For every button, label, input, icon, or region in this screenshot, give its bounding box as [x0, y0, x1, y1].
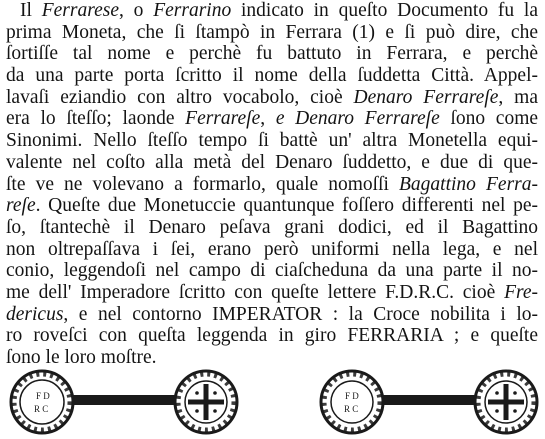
- text-run: lavaſi eziandio con altro vocabolo, cioè: [6, 86, 354, 108]
- italic-text-run: Ferrarese: [41, 0, 119, 21]
- coin-obverse: [11, 371, 73, 433]
- text-run: prima Moneta, che ſi ſtampò in Ferrara (1) e ſi può dire, che: [6, 21, 538, 43]
- coin-illustration-bagattino: [318, 368, 540, 436]
- italic-text-run: Ferrarino: [153, 0, 232, 21]
- text-line: [6, 65, 538, 87]
- text-line: [6, 108, 538, 130]
- document-paragraph: [6, 0, 538, 369]
- italic-text-run: Denaro Ferrareſe: [353, 86, 499, 108]
- text-run: ,: [260, 108, 276, 130]
- italic-text-run: Fre-: [504, 281, 538, 303]
- text-run: Il: [20, 0, 42, 21]
- coin-illustration-ferrarese: [8, 368, 240, 436]
- text-run: ro roveſci con queſta leggenda in giro FERRARIA ; e queſte: [6, 325, 538, 347]
- text-run: ſte ve ne volevano a formarlo, quale nomoſſi: [6, 173, 400, 195]
- text-run: indicato in queſto Documento fu la: [231, 0, 538, 21]
- text-line: [6, 130, 538, 152]
- coin-reverse: [175, 371, 237, 433]
- text-run: ſo, ſtantechè il Denaro peſava grani dodici, ed il Bagattino: [6, 216, 538, 238]
- text-line: [6, 304, 538, 326]
- text-line: [6, 22, 538, 44]
- text-run: ſono come: [439, 108, 539, 130]
- text-run: da una parte porta ſcritto il nome della ſuddetta Città. Appel-: [6, 65, 538, 87]
- coin-field-letters: F D: [345, 391, 359, 401]
- coin-field-letters-lower: R C: [344, 404, 359, 414]
- coin-reverse: [475, 371, 537, 433]
- text-run: . Queſte due Monetuccie quantunque foſſero differenti nel pe-: [35, 195, 538, 217]
- text-run: ſortiſſe tal nome e perchè fu battuto in Ferrara, e perchè: [6, 43, 538, 65]
- text-line: [6, 174, 538, 196]
- text-line: [6, 347, 538, 369]
- text-line: [6, 0, 538, 22]
- coin-pair-ferrarese-svg: [8, 368, 240, 436]
- text-line: [6, 217, 538, 239]
- italic-text-run: e Denaro Ferrareſe: [275, 108, 440, 130]
- coin-field-letters-lower: R C: [34, 404, 49, 414]
- italic-text-run: reſe: [6, 195, 36, 217]
- text-run: , ma: [498, 86, 538, 108]
- italic-text-run: dericus: [6, 303, 64, 325]
- text-line: [6, 282, 538, 304]
- text-line: [6, 239, 538, 261]
- text-run: ſono le loro moſtre.: [6, 347, 157, 368]
- coin-obverse: [321, 371, 383, 433]
- text-line: [6, 87, 538, 109]
- text-line: [6, 260, 538, 282]
- text-run: , e nel contorno IMPERATOR : la Croce nobilita i lo-: [63, 303, 538, 325]
- text-line: [6, 43, 538, 65]
- text-line: [6, 325, 538, 347]
- italic-text-run: Bagattino Ferra-: [399, 173, 538, 195]
- text-run: me dell' Imperadore ſcritto con queſte lettere F.D.R.C. cioè: [6, 281, 505, 303]
- text-run: Sinonimi. Nello ſteſſo tempo ſi battè un' altra Monetella equi-: [6, 130, 538, 152]
- text-run: valente nel coſto alla metà del Denaro ſuddetto, e due di que-: [6, 151, 538, 173]
- text-line: [6, 195, 538, 217]
- coin-field-letters: F D: [36, 391, 50, 401]
- text-run: era lo ſteſſo; laonde: [6, 108, 186, 130]
- italic-text-run: Ferrareſe: [185, 108, 261, 130]
- text-run: non oltrepaſſava i ſei, erano però uniformi nella lega, e nel: [6, 238, 538, 260]
- text-run: , o: [118, 0, 154, 21]
- coin-pair-bagattino-svg: [318, 368, 540, 436]
- text-run: conio, leggendoſi nel campo di ciaſcheduna da una parte il no-: [6, 260, 538, 282]
- text-line: [6, 152, 538, 174]
